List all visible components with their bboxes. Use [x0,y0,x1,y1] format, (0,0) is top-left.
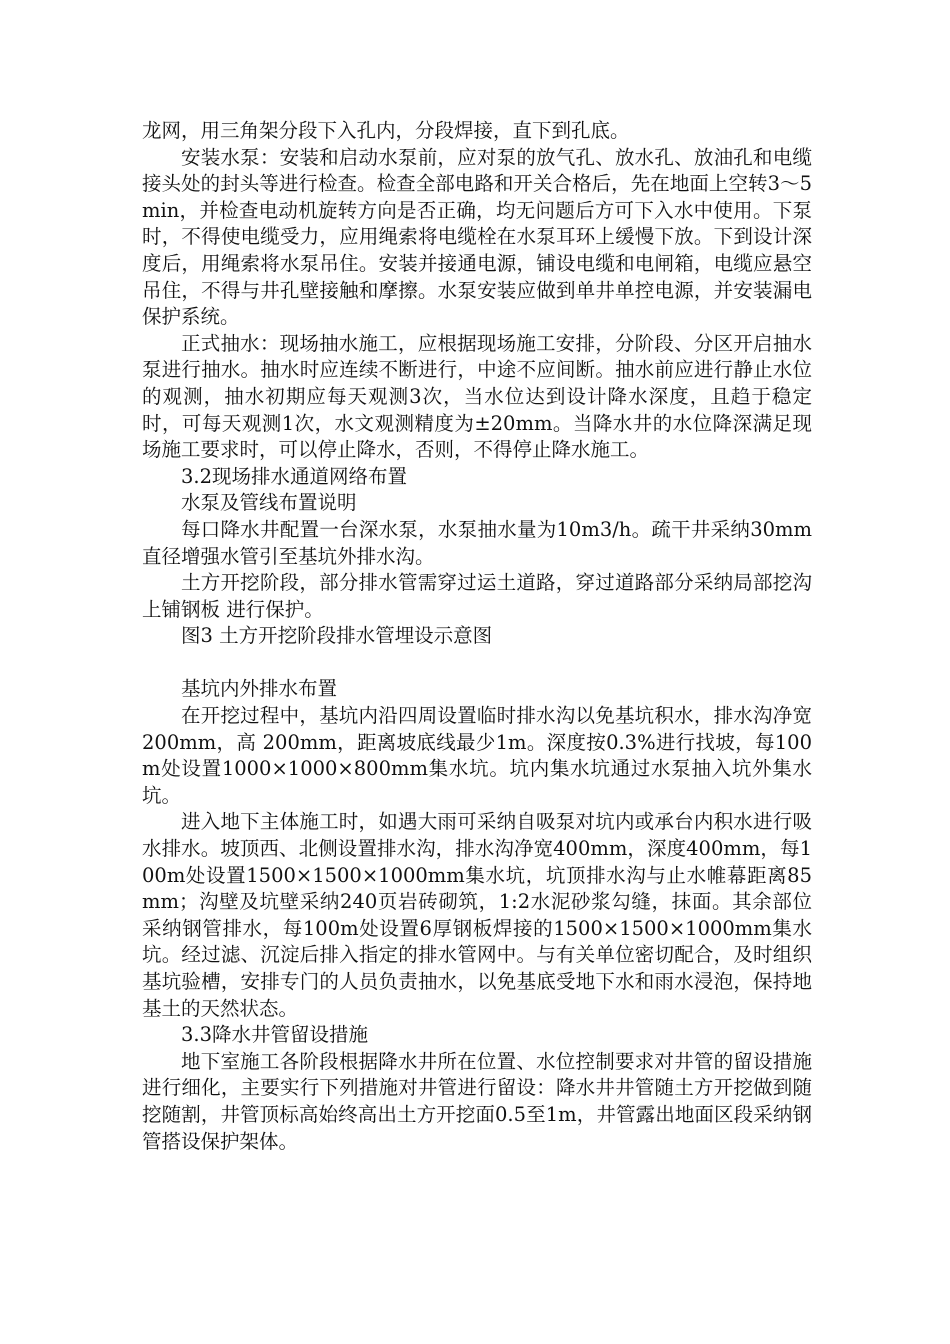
subheading-pit-drainage: 基坑内外排水布置 [181,677,338,701]
paragraph-pump-config: 每口降水井配置一台深水泵，水泵抽水量为10m3/h。疏干井采纳30mm直径增强水管引至基坑外排水沟。 [142,517,812,568]
paragraph-underground-construction: 进入地下主体施工时，如遇大雨可采纳自吸泵对坑内或承台内积水进行吸水排水。坡顶西、北侧设置排水沟，排水沟净宽400mm，深度400mm，每100m处设置1500×1500×1000mm集水坑，坑顶排水沟与止水帷幕距离85mm；沟壁及坑壁采纳240页岩砖砌筑，1:2水泥砂浆勾缝，抹面。其余部位采纳钢管排水，每100m处设置6厚钢板焊接的1500×1500×1000mm集水坑。经过滤、沉淀后排入指定的排水管网中。与有关单位密切配合，及时组织基坑验槽，安排专门的人员负责抽水，以免基底受地下水和雨水浸泡，保持地基土的天然状态。 [142,810,812,1020]
document-page [142,118,812,1155]
paragraph-install-pump: 安装水泵：安装和启动水泵前，应对泵的放气孔、放水孔、放油孔和电缆接头处的封头等进行检查。检查全部电路和开关合格后，先在地面上空转3～5min，并检查电动机旋转方向是否正确，均无问题后方可下入水中使用。下泵时，不得使电缆受力，应用绳索将电缆栓在水泵耳环上缓慢下放。下到设计深度后，用绳索将水泵吊住。安装并接通电源，铺设电缆和电闸箱，电缆应悬空吊住，不得与井孔壁接触和摩擦。水泵安装应做到单井单控电源，并安装漏电保护系统。 [142,145,812,329]
paragraph-well-pipe-measures: 地下室施工各阶段根据降水井所在位置、水位控制要求对井管的留设措施进行细化，主要实行下列措施对井管进行留设：降水井井管随土方开挖做到随挖随割，井管顶标高始终高出土方开挖面0.5至1m，井管露出地面区段采纳钢管搭设保护架体。 [142,1049,812,1153]
paragraph-continuation: 龙网，用三角架分段下入孔内，分段焊接，直下到孔底。 [142,119,630,142]
subheading-pump-pipeline: 水泵及管线布置说明 [181,491,357,515]
section-heading-3-3: 3.3降水井管留设措施 [181,1023,369,1047]
paragraph-formal-pumping: 正式抽水：现场抽水施工，应根据现场施工安排，分阶段、分区开启抽水泵进行抽水。抽水时应连续不断进行，中途不应间断。抽水前应进行静止水位的观测，抽水初期应每天观测3次，当水位达到设计降水深度，且趋于稳定时，可每天观测1次，水文观测精度为±20mm。当降水井的水位降深满足现场施工要求时，可以停止降水，否则，不得停止降水施工。 [142,331,812,462]
section-heading-3-2: 3.2现场排水通道网络布置 [181,464,408,488]
paragraph-excavation-stage: 土方开挖阶段，部分排水管需穿过运土道路，穿过道路部分采纳局部挖沟上铺钢板 进行保护。 [142,571,812,621]
figure-caption: 图3 土方开挖阶段排水管埋设示意图 [181,624,493,648]
paragraph-excavation-drainage: 在开挖过程中，基坑内沿四周设置临时排水沟以免基坑积水，排水沟净宽200mm，高 200mm，距离坡底线最少1m。深度按0.3%进行找坡，每100m处设置1000×1000×800mm集水坑。坑内集水坑通过水泵抽入坑外集水坑。 [142,704,812,807]
blank-line [142,650,812,677]
